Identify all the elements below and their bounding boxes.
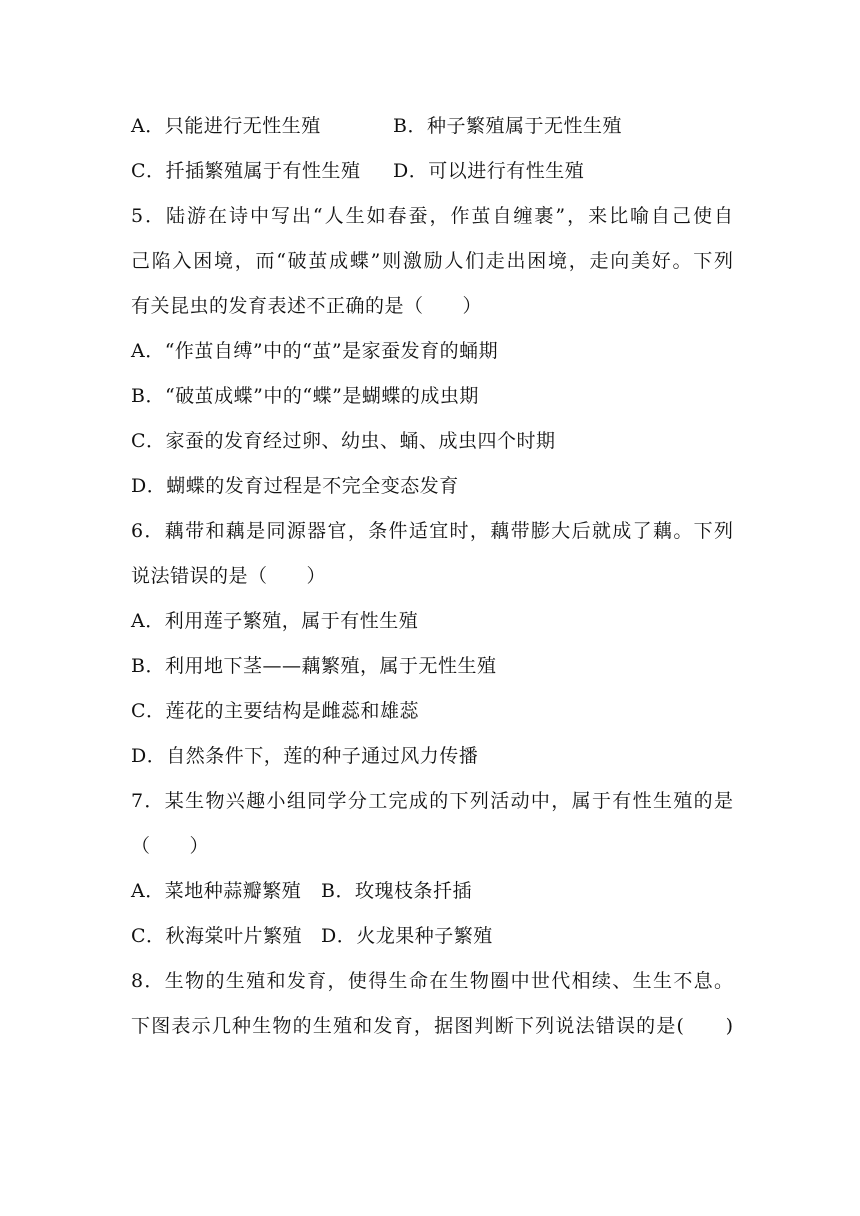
q7-option-d: D．火龙果种子繁殖 [321,925,493,947]
q6-option-a: A．利用莲子繁殖，属于有性生殖 [131,610,419,632]
q8-stem-line-2: 下图表示几种生物的生殖和发育，据图判断下列说法错误的是( ) [131,1015,733,1037]
q6-stem-line-2: 说法错误的是（ ） [131,565,327,587]
q5-option-d: D．蝴蝶的发育过程是不完全变态发育 [131,475,459,497]
q5-option-c: C．家蚕的发育经过卵、幼虫、蛹、成虫四个时期 [131,430,556,452]
q5-stem-line-2: 己陷入困境，而“破茧成蝶”则激励人们走出困境，走向美好。下列 [131,250,733,272]
q6-stem-line-1: 6．藕带和藕是同源器官，条件适宜时，藕带膨大后就成了藕。下列 [131,520,733,542]
q5-stem-line-3: 有关昆虫的发育表述不正确的是（ ） [131,295,483,317]
q8-stem-line-1: 8．生物的生殖和发育，使得生命在生物圈中世代相续、生生不息。 [131,970,733,992]
q4-option-b: B．种子繁殖属于无性生殖 [393,115,622,137]
q7-option-b: B．玫瑰枝条扦插 [321,880,472,902]
q7-option-c: C．秋海棠叶片繁殖 [131,925,303,947]
q5-stem-line-1: 5．陆游在诗中写出“人生如春蚕，作茧自缠裹”，来比喻自己使自 [131,205,733,227]
q7-stem-line-1: 7．某生物兴趣小组同学分工完成的下列活动中，属于有性生殖的是 [131,790,733,812]
q6-option-c: C．莲花的主要结构是雌蕊和雄蕊 [131,700,420,722]
q4-option-d: D．可以进行有性生殖 [393,160,585,182]
q7-option-a: A．菜地种蒜瓣繁殖 [131,880,302,902]
q7-stem-line-2: （ ） [131,835,210,857]
q5-option-a: A．“作茧自缚”中的“茧”是家蚕发育的蛹期 [131,340,499,362]
q5-option-b: B．“破茧成蝶”中的“蝶”是蝴蝶的成虫期 [131,385,479,407]
q6-option-b: B．利用地下茎——藕繁殖，属于无性生殖 [131,655,497,677]
q6-option-d: D．自然条件下，莲的种子通过风力传播 [131,745,479,767]
q4-option-c: C．扦插繁殖属于有性生殖 [131,160,361,182]
q4-option-a: A．只能进行无性生殖 [131,115,321,137]
